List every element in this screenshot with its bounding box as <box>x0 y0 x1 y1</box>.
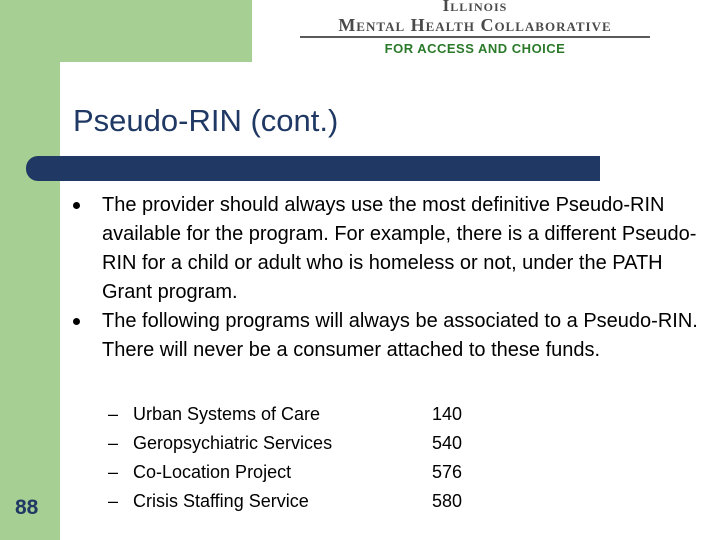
logo-tagline: FOR ACCESS AND CHOICE <box>384 41 566 56</box>
bullet-dot-icon <box>73 202 80 209</box>
program-item <box>108 429 508 458</box>
program-name: Geropsychiatric Services <box>133 433 333 453</box>
top-green-band <box>0 0 252 62</box>
dash-marker: – <box>108 462 119 482</box>
program-code: 140 <box>432 404 463 424</box>
logo-divider <box>300 36 650 38</box>
logo-line-2: Mental Health Collaborative <box>338 15 612 35</box>
bullet-text: The provider should always use the most definitive Pseudo-RIN available for the program. For example, there is a different Pseudo-RIN for a child or adult who is homeless or not, under the PATH Grant program. <box>102 194 697 303</box>
slide-title: Pseudo-RIN (cont.) <box>73 103 339 138</box>
program-name: Urban Systems of Care <box>133 404 321 424</box>
program-item <box>108 400 508 429</box>
bullet-item <box>73 191 713 307</box>
program-code: 540 <box>432 433 463 453</box>
bullet-text: The following programs will always be associated to a Pseudo-RIN. There will never be a consumer attached to these funds. <box>102 310 698 361</box>
program-list <box>108 400 508 516</box>
program-item <box>108 487 508 516</box>
program-code: 576 <box>432 462 463 482</box>
collaborative-logo <box>292 0 658 64</box>
program-name: Co-Location Project <box>133 462 292 482</box>
dash-marker: – <box>108 491 119 511</box>
dash-marker: – <box>108 433 119 453</box>
logo-line-1: Illinois <box>442 0 508 15</box>
slide-number: 88 <box>15 496 39 519</box>
program-item <box>108 458 508 487</box>
dash-marker: – <box>108 404 119 424</box>
program-code: 580 <box>432 491 463 511</box>
program-name: Crisis Staffing Service <box>133 491 309 511</box>
title-underline-bar <box>26 156 600 181</box>
bullet-dot-icon <box>73 318 80 325</box>
left-green-band <box>0 0 60 540</box>
bullet-item <box>73 307 713 365</box>
bullet-list <box>73 191 713 365</box>
